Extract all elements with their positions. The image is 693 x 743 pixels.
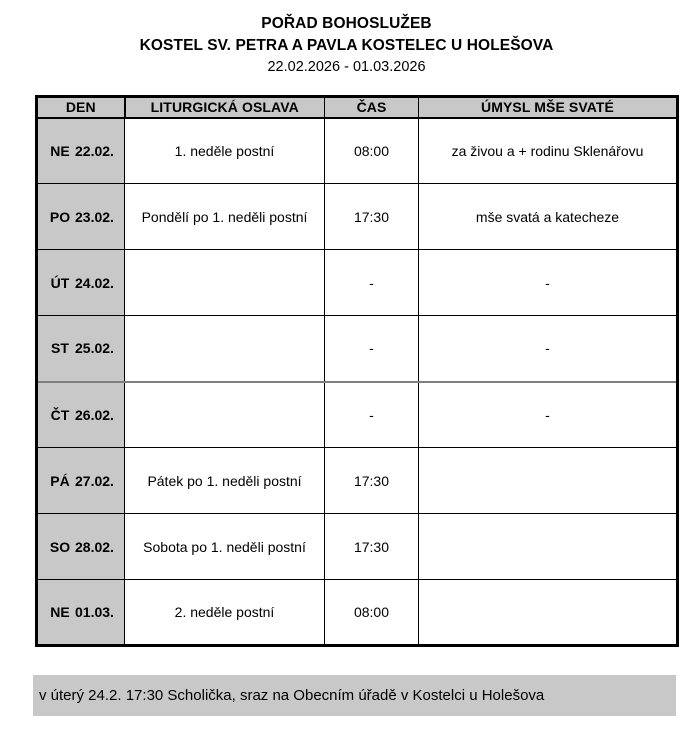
day-abbr: ÚT [50, 274, 70, 291]
time-cell: 17:30 [325, 514, 419, 580]
day-date: 27.02. [75, 472, 114, 489]
table-row [37, 514, 678, 580]
time-cell: 17:30 [325, 184, 419, 250]
day-cell [37, 316, 125, 382]
column-header-time: ČAS [325, 97, 419, 118]
time-cell: 17:30 [325, 448, 419, 514]
celebration-cell: Sobota po 1. neděli postní [125, 514, 325, 580]
day-abbr: ČT [50, 406, 70, 423]
intention-cell [419, 514, 678, 580]
day-date: 24.02. [75, 274, 114, 291]
day-abbr: NE [50, 604, 70, 620]
day-wrap [38, 407, 124, 423]
column-header-celebration: LITURGICKÁ OSLAVA [125, 97, 325, 118]
celebration-cell: Pondělí po 1. neděli postní [125, 184, 325, 250]
celebration-cell: 1. neděle postní [125, 118, 325, 184]
time-cell: - [325, 382, 419, 448]
page-subtitle: KOSTEL SV. PETRA A PAVLA KOSTELEC U HOLEŠOVA [139, 37, 554, 54]
day-date: 22.02. [75, 142, 114, 159]
page-title: POŘAD BOHOSLUŽEB [261, 15, 432, 32]
celebration-cell [125, 382, 325, 448]
celebration-cell [125, 316, 325, 382]
day-cell [37, 382, 125, 448]
table-row [37, 250, 678, 316]
day-cell [37, 118, 125, 184]
intention-cell: - [419, 316, 678, 382]
intention-cell: mše svatá a katecheze [419, 184, 678, 250]
day-cell [37, 184, 125, 250]
celebration-cell: 2. neděle postní [125, 580, 325, 646]
intention-cell [419, 448, 678, 514]
day-wrap [38, 340, 124, 356]
column-header-day: DEN [37, 97, 125, 118]
day-wrap [38, 143, 124, 159]
day-cell [37, 580, 125, 646]
day-date: 28.02. [75, 538, 114, 555]
day-abbr: PÁ [50, 472, 70, 489]
footer-note: v úterý 24.2. 17:30 Scholička, sraz na Obecním úřadě v Kostelci u Holešova [33, 675, 676, 716]
time-cell: 08:00 [325, 580, 419, 646]
day-abbr: SO [49, 538, 71, 555]
day-date: 01.03. [75, 604, 114, 620]
day-date: 23.02. [75, 208, 114, 225]
table-row [37, 184, 678, 250]
table-row [37, 382, 678, 448]
day-cell [37, 514, 125, 580]
celebration-cell: Pátek po 1. neděli postní [125, 448, 325, 514]
day-abbr: NE [50, 142, 70, 159]
day-wrap [38, 209, 124, 225]
table-row [37, 118, 678, 184]
day-cell [37, 448, 125, 514]
time-cell: 08:00 [325, 118, 419, 184]
celebration-cell [125, 250, 325, 316]
day-wrap [38, 604, 124, 620]
day-date: 25.02. [75, 340, 114, 357]
intention-cell: - [419, 250, 678, 316]
schedule-table [35, 95, 679, 647]
date-range: 22.02.2026 - 01.03.2026 [267, 59, 426, 75]
day-cell [37, 250, 125, 316]
day-wrap [38, 539, 124, 555]
day-abbr: ST [51, 340, 69, 357]
header-row [37, 97, 678, 118]
intention-cell [419, 580, 678, 646]
intention-cell: - [419, 382, 678, 448]
table-row [37, 316, 678, 382]
table-row [37, 448, 678, 514]
day-wrap [38, 473, 124, 489]
day-wrap [38, 275, 124, 291]
day-abbr: PO [49, 208, 71, 225]
intention-cell: za živou a + rodinu Sklenářovu [419, 118, 678, 184]
time-cell: - [325, 316, 419, 382]
day-date: 26.02. [75, 406, 114, 423]
column-header-intention: ÚMYSL MŠE SVATÉ [419, 97, 678, 118]
title-block [0, 13, 693, 78]
time-cell: - [325, 250, 419, 316]
table-row [37, 580, 678, 646]
